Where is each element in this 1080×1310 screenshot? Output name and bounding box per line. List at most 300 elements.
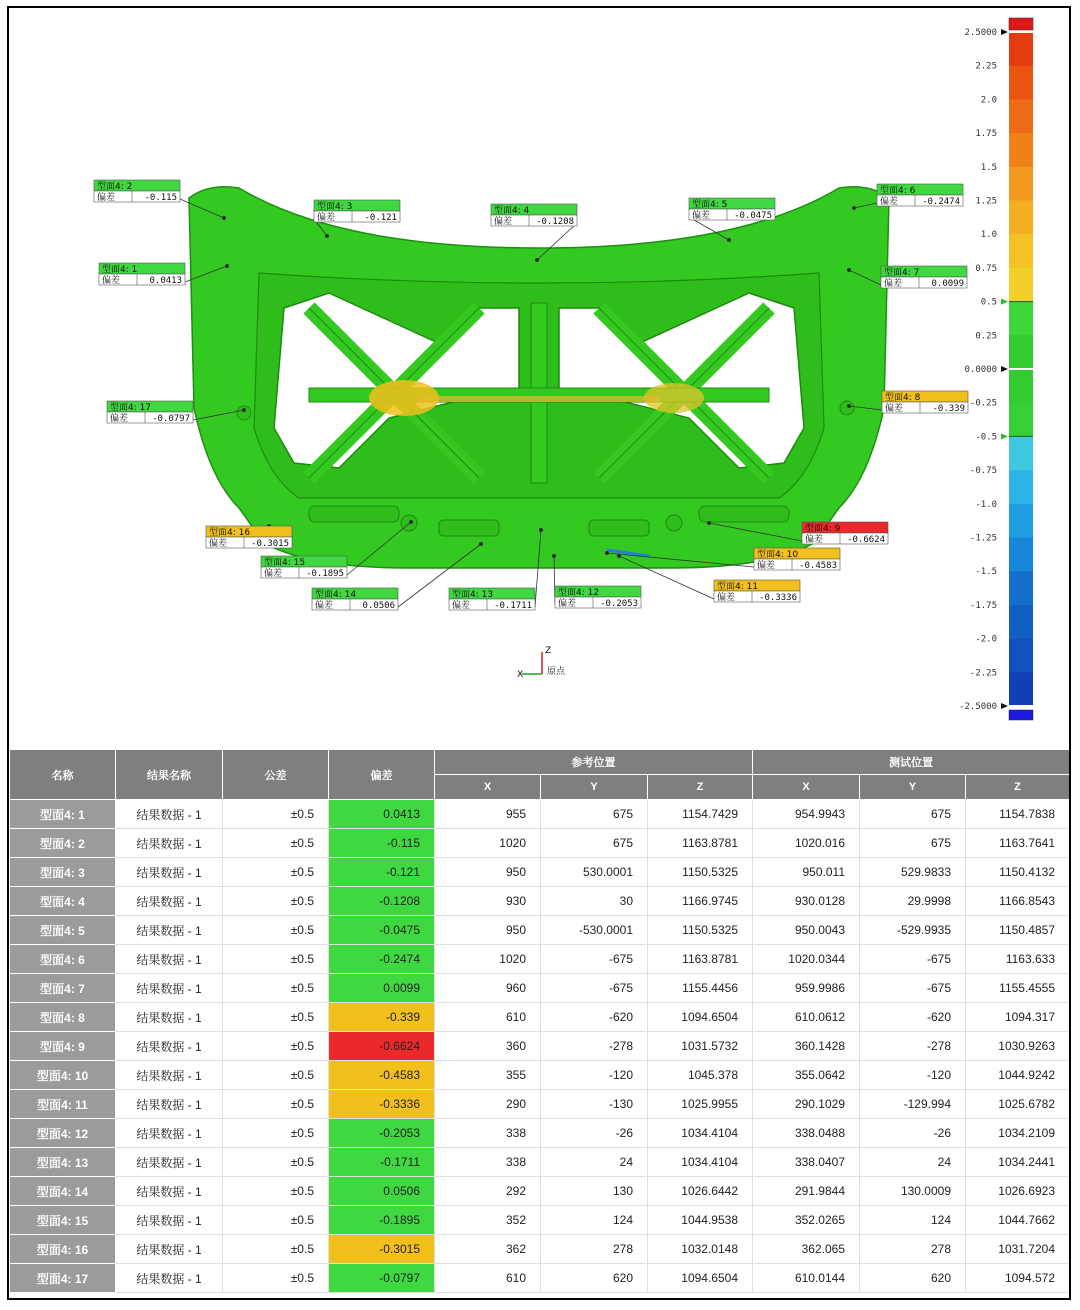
cell-mx: 950.0043 bbox=[753, 916, 860, 945]
callout-value: -0.3336 bbox=[759, 593, 797, 603]
table-row[interactable] bbox=[10, 887, 1070, 916]
leader-anchor bbox=[617, 554, 620, 557]
callout-value: -0.121 bbox=[364, 213, 397, 223]
cell-tol: ±0.5 bbox=[223, 1119, 329, 1148]
cell-name: 型面4: 7 bbox=[10, 974, 116, 1003]
cell-name: 型面4: 9 bbox=[10, 1032, 116, 1061]
cell-mx: 338.0407 bbox=[753, 1148, 860, 1177]
table-row[interactable] bbox=[10, 829, 1070, 858]
scale-band bbox=[1009, 335, 1033, 369]
results-table-body bbox=[10, 800, 1070, 1293]
cell-tol: ±0.5 bbox=[223, 1090, 329, 1119]
callout-label: 偏差 bbox=[884, 279, 903, 289]
ref-position-header: 参考位置 bbox=[435, 750, 753, 775]
callout-value: -0.6624 bbox=[847, 535, 885, 545]
callout-tag[interactable] bbox=[714, 580, 800, 603]
cell-result: 结果数据 - 1 bbox=[116, 887, 223, 916]
callout-title: 型面4: 15 bbox=[264, 558, 306, 568]
scale-band bbox=[1009, 605, 1033, 639]
scale-band bbox=[1009, 302, 1033, 336]
cell-mx: 352.0265 bbox=[753, 1206, 860, 1235]
cell-mz: 1166.8543 bbox=[966, 887, 1070, 916]
cell-rz: 1032.0148 bbox=[648, 1235, 753, 1264]
callout-title: 型面4: 10 bbox=[757, 550, 799, 560]
callout-tag[interactable] bbox=[107, 401, 193, 424]
leader-anchor bbox=[325, 234, 328, 237]
callout-title: 型面4: 5 bbox=[692, 200, 728, 210]
cell-rz: 1155.4456 bbox=[648, 974, 753, 1003]
cell-rz: 1044.9538 bbox=[648, 1206, 753, 1235]
cell-tol: ±0.5 bbox=[223, 1235, 329, 1264]
cell-mx: 1020.0344 bbox=[753, 945, 860, 974]
cell-rz: 1163.8781 bbox=[648, 829, 753, 858]
cell-result: 结果数据 - 1 bbox=[116, 1032, 223, 1061]
cell-dev: -0.121 bbox=[329, 858, 435, 887]
scale-band bbox=[1009, 369, 1033, 403]
cell-rz: 1154.7429 bbox=[648, 800, 753, 829]
callout-title: 型面4: 2 bbox=[97, 182, 133, 192]
cell-rz: 1163.8781 bbox=[648, 945, 753, 974]
cell-name: 型面4: 11 bbox=[10, 1090, 116, 1119]
table-row[interactable] bbox=[10, 1090, 1070, 1119]
cell-name: 型面4: 5 bbox=[10, 916, 116, 945]
scale-overrange bbox=[1009, 18, 1033, 30]
cell-result: 结果数据 - 1 bbox=[116, 1177, 223, 1206]
scale-marker bbox=[1001, 433, 1008, 439]
cell-ry: 620 bbox=[541, 1264, 648, 1293]
cell-mz: 1034.2109 bbox=[966, 1119, 1070, 1148]
cell-result: 结果数据 - 1 bbox=[116, 974, 223, 1003]
cell-tol: ±0.5 bbox=[223, 1148, 329, 1177]
cell-result: 结果数据 - 1 bbox=[116, 1119, 223, 1148]
part-model bbox=[189, 187, 889, 568]
cell-dev: -0.1711 bbox=[329, 1148, 435, 1177]
cell-rx: 1020 bbox=[435, 945, 541, 974]
callout-label: 偏差 bbox=[317, 213, 336, 223]
cell-rz: 1150.5325 bbox=[648, 858, 753, 887]
table-row[interactable] bbox=[10, 1177, 1070, 1206]
scale-label: 0.25 bbox=[975, 331, 997, 342]
leader-anchor bbox=[847, 268, 850, 271]
col-name-header: 名称 bbox=[10, 750, 116, 800]
cell-my: -26 bbox=[860, 1119, 966, 1148]
scale-label: 2.5000 bbox=[964, 28, 997, 38]
leader-anchor bbox=[242, 408, 245, 411]
cell-my: -620 bbox=[860, 1003, 966, 1032]
scale-label: 1.25 bbox=[975, 196, 997, 207]
cell-ry: -675 bbox=[541, 945, 648, 974]
cell-ry: 675 bbox=[541, 800, 648, 829]
callout-title: 型面4: 14 bbox=[315, 590, 357, 600]
scale-label: 2.0 bbox=[980, 95, 997, 106]
callout-tag[interactable] bbox=[491, 204, 577, 227]
meas-x-header: X bbox=[753, 775, 860, 800]
cell-name: 型面4: 1 bbox=[10, 800, 116, 829]
callout-value: -0.1895 bbox=[306, 569, 344, 579]
cell-mz: 1044.9242 bbox=[966, 1061, 1070, 1090]
ref-z-header: Z bbox=[648, 775, 753, 800]
cell-tol: ±0.5 bbox=[223, 858, 329, 887]
callout-value: -0.1208 bbox=[536, 217, 574, 227]
scale-label: -2.0 bbox=[975, 634, 997, 645]
callout-label: 偏差 bbox=[494, 217, 513, 227]
scale-band bbox=[1009, 504, 1033, 538]
cell-rx: 955 bbox=[435, 800, 541, 829]
scale-label: -1.0 bbox=[975, 499, 997, 510]
cell-dev: -0.115 bbox=[329, 829, 435, 858]
cell-mz: 1094.572 bbox=[966, 1264, 1070, 1293]
cell-tol: ±0.5 bbox=[223, 974, 329, 1003]
cell-mz: 1030.9263 bbox=[966, 1032, 1070, 1061]
scale-band bbox=[1009, 32, 1033, 66]
callout-tag[interactable] bbox=[802, 522, 888, 545]
scale-label: -0.75 bbox=[969, 466, 997, 477]
cell-name: 型面4: 17 bbox=[10, 1264, 116, 1293]
cell-ry: -26 bbox=[541, 1119, 648, 1148]
cell-rz: 1045.378 bbox=[648, 1061, 753, 1090]
table-row[interactable] bbox=[10, 800, 1070, 829]
results-table bbox=[9, 749, 1070, 1293]
callout-tag[interactable] bbox=[882, 391, 968, 414]
cell-rx: 610 bbox=[435, 1264, 541, 1293]
cell-my: 124 bbox=[860, 1206, 966, 1235]
callout-tag[interactable] bbox=[754, 548, 840, 571]
table-row[interactable] bbox=[10, 916, 1070, 945]
cell-my: -129.994 bbox=[860, 1090, 966, 1119]
leader-anchor bbox=[852, 206, 855, 209]
col-deviation-header: 偏差 bbox=[329, 750, 435, 800]
leader-anchor bbox=[605, 551, 608, 554]
cell-mz: 1154.7838 bbox=[966, 800, 1070, 829]
cell-tol: ±0.5 bbox=[223, 1032, 329, 1061]
leader-anchor bbox=[535, 258, 538, 261]
callout-value: 0.0506 bbox=[362, 601, 395, 611]
cell-ry: -530.0001 bbox=[541, 916, 648, 945]
cell-mz: 1163.7641 bbox=[966, 829, 1070, 858]
callout-label: 偏差 bbox=[880, 197, 899, 207]
cell-name: 型面4: 14 bbox=[10, 1177, 116, 1206]
callout-label: 偏差 bbox=[717, 593, 736, 603]
cell-mx: 930.0128 bbox=[753, 887, 860, 916]
callout-label: 偏差 bbox=[452, 601, 471, 611]
cell-ry: -120 bbox=[541, 1061, 648, 1090]
leader-anchor bbox=[847, 404, 850, 407]
callout-label: 偏差 bbox=[558, 599, 577, 609]
cell-dev: -0.4583 bbox=[329, 1061, 435, 1090]
color-map-svg bbox=[9, 8, 1069, 748]
cell-rx: 960 bbox=[435, 974, 541, 1003]
cell-rz: 1034.4104 bbox=[648, 1119, 753, 1148]
leader-anchor bbox=[225, 264, 228, 267]
callout-value: -0.3015 bbox=[251, 539, 289, 549]
table-row[interactable] bbox=[10, 1206, 1070, 1235]
callout-label: 偏差 bbox=[110, 414, 129, 424]
callout-value: -0.2053 bbox=[600, 599, 638, 609]
ref-y-header: Y bbox=[541, 775, 648, 800]
scale-band bbox=[1009, 167, 1033, 201]
scale-label: 1.5 bbox=[980, 162, 997, 173]
table-row[interactable] bbox=[10, 1003, 1070, 1032]
cell-ry: -278 bbox=[541, 1032, 648, 1061]
callout-title: 型面4: 1 bbox=[102, 265, 138, 275]
cell-name: 型面4: 3 bbox=[10, 858, 116, 887]
deviation-view bbox=[9, 8, 1069, 748]
cell-rx: 290 bbox=[435, 1090, 541, 1119]
color-scale bbox=[959, 18, 1033, 720]
cell-rx: 338 bbox=[435, 1119, 541, 1148]
cell-mz: 1150.4132 bbox=[966, 858, 1070, 887]
callout-tag[interactable] bbox=[689, 198, 775, 221]
callout-tag[interactable] bbox=[881, 266, 967, 289]
cell-mx: 338.0488 bbox=[753, 1119, 860, 1148]
callout-label: 偏差 bbox=[757, 561, 776, 571]
callout-tag[interactable] bbox=[94, 180, 180, 203]
axis-x-label: X bbox=[517, 670, 524, 680]
cell-tol: ±0.5 bbox=[223, 916, 329, 945]
cell-my: 278 bbox=[860, 1235, 966, 1264]
cell-rx: 950 bbox=[435, 916, 541, 945]
scale-marker bbox=[1001, 366, 1008, 372]
leader-anchor bbox=[479, 542, 482, 545]
table-row[interactable] bbox=[10, 1032, 1070, 1061]
scale-label: 1.75 bbox=[975, 129, 997, 140]
cell-ry: 675 bbox=[541, 829, 648, 858]
cell-rx: 338 bbox=[435, 1148, 541, 1177]
cell-mx: 954.9943 bbox=[753, 800, 860, 829]
cell-ry: 530.0001 bbox=[541, 858, 648, 887]
meas-position-header: 测试位置 bbox=[753, 750, 1070, 775]
cell-name: 型面4: 13 bbox=[10, 1148, 116, 1177]
cell-ry: -675 bbox=[541, 974, 648, 1003]
cell-dev: -0.0475 bbox=[329, 916, 435, 945]
cell-rx: 360 bbox=[435, 1032, 541, 1061]
table-row[interactable] bbox=[10, 858, 1070, 887]
callout-value: -0.0797 bbox=[152, 414, 190, 424]
cell-my: 529.9833 bbox=[860, 858, 966, 887]
cell-rx: 930 bbox=[435, 887, 541, 916]
callout-label: 偏差 bbox=[315, 601, 334, 611]
cell-rz: 1166.9745 bbox=[648, 887, 753, 916]
scale-label: 0.5 bbox=[980, 297, 997, 308]
cell-tol: ±0.5 bbox=[223, 1264, 329, 1293]
cell-rz: 1094.6504 bbox=[648, 1003, 753, 1032]
cell-tol: ±0.5 bbox=[223, 1061, 329, 1090]
cell-my: 620 bbox=[860, 1264, 966, 1293]
table-row[interactable] bbox=[10, 1148, 1070, 1177]
cell-result: 结果数据 - 1 bbox=[116, 1264, 223, 1293]
scale-label: 2.25 bbox=[975, 61, 997, 72]
cell-result: 结果数据 - 1 bbox=[116, 1206, 223, 1235]
cell-rz: 1034.4104 bbox=[648, 1148, 753, 1177]
cell-rx: 610 bbox=[435, 1003, 541, 1032]
cell-my: 675 bbox=[860, 800, 966, 829]
callout-title: 型面4: 11 bbox=[717, 582, 759, 592]
scale-label: -1.25 bbox=[969, 533, 997, 544]
cell-tol: ±0.5 bbox=[223, 829, 329, 858]
callout-value: 0.0099 bbox=[931, 279, 964, 289]
leader-anchor bbox=[727, 238, 730, 241]
callout-value: -0.4583 bbox=[799, 561, 837, 571]
cell-mz: 1150.4857 bbox=[966, 916, 1070, 945]
table-row[interactable] bbox=[10, 1061, 1070, 1090]
cell-name: 型面4: 4 bbox=[10, 887, 116, 916]
leader-anchor bbox=[539, 528, 542, 531]
cell-dev: -0.2053 bbox=[329, 1119, 435, 1148]
callout-label: 偏差 bbox=[264, 569, 283, 579]
cell-mz: 1031.7204 bbox=[966, 1235, 1070, 1264]
axis-triad bbox=[517, 646, 566, 680]
cell-mx: 360.1428 bbox=[753, 1032, 860, 1061]
scale-label: -2.25 bbox=[969, 668, 997, 679]
cell-ry: 130 bbox=[541, 1177, 648, 1206]
cell-rz: 1150.5325 bbox=[648, 916, 753, 945]
callout-title: 型面4: 13 bbox=[452, 590, 494, 600]
scale-underrange bbox=[1009, 710, 1033, 720]
cell-name: 型面4: 15 bbox=[10, 1206, 116, 1235]
cell-mz: 1044.7662 bbox=[966, 1206, 1070, 1235]
callout-value: -0.115 bbox=[144, 193, 177, 203]
scale-band bbox=[1009, 66, 1033, 100]
ref-x-header: X bbox=[435, 775, 541, 800]
cell-my: -278 bbox=[860, 1032, 966, 1061]
report-frame bbox=[7, 6, 1071, 1300]
cell-mz: 1094.317 bbox=[966, 1003, 1070, 1032]
cell-tol: ±0.5 bbox=[223, 1177, 329, 1206]
cell-mx: 291.9844 bbox=[753, 1177, 860, 1206]
cell-mx: 610.0612 bbox=[753, 1003, 860, 1032]
leader-anchor bbox=[552, 554, 555, 557]
callout-title: 型面4: 8 bbox=[885, 393, 921, 403]
cell-rx: 950 bbox=[435, 858, 541, 887]
leader-anchor bbox=[222, 216, 225, 219]
cell-name: 型面4: 2 bbox=[10, 829, 116, 858]
scale-marker bbox=[1001, 703, 1008, 709]
table-row[interactable] bbox=[10, 945, 1070, 974]
table-row[interactable] bbox=[10, 1264, 1070, 1293]
cell-mz: 1026.6923 bbox=[966, 1177, 1070, 1206]
callout-title: 型面4: 17 bbox=[110, 403, 152, 413]
callout-value: -0.339 bbox=[932, 404, 965, 414]
cell-tol: ±0.5 bbox=[223, 1206, 329, 1235]
cell-dev: -0.2474 bbox=[329, 945, 435, 974]
callout-value: 0.0413 bbox=[149, 276, 182, 286]
table-row[interactable] bbox=[10, 974, 1070, 1003]
axis-z-label: Z bbox=[545, 646, 552, 656]
cell-rx: 355 bbox=[435, 1061, 541, 1090]
scale-band bbox=[1009, 571, 1033, 605]
scale-label: 1.0 bbox=[980, 230, 997, 241]
callout-tag[interactable] bbox=[314, 200, 400, 223]
cell-result: 结果数据 - 1 bbox=[116, 1061, 223, 1090]
cell-result: 结果数据 - 1 bbox=[116, 916, 223, 945]
cell-name: 型面4: 8 bbox=[10, 1003, 116, 1032]
callout-value: -0.2474 bbox=[922, 197, 960, 207]
cell-ry: 124 bbox=[541, 1206, 648, 1235]
cell-tol: ±0.5 bbox=[223, 800, 329, 829]
cell-mx: 290.1029 bbox=[753, 1090, 860, 1119]
callout-value: -0.0475 bbox=[734, 211, 772, 221]
callout-tag[interactable] bbox=[555, 586, 641, 609]
callout-label: 偏差 bbox=[805, 535, 824, 545]
callout-tag[interactable] bbox=[877, 184, 963, 207]
origin-label: 原点 bbox=[547, 667, 566, 677]
callout-title: 型面4: 7 bbox=[884, 268, 920, 278]
cell-dev: -0.1208 bbox=[329, 887, 435, 916]
callout-tag[interactable] bbox=[206, 526, 292, 549]
cell-mx: 959.9986 bbox=[753, 974, 860, 1003]
cell-dev: -0.6624 bbox=[329, 1032, 435, 1061]
scale-band bbox=[1009, 436, 1033, 470]
cell-dev: 0.0099 bbox=[329, 974, 435, 1003]
scale-marker bbox=[1001, 29, 1008, 35]
callout-label: 偏差 bbox=[885, 404, 904, 414]
leader-anchor bbox=[707, 521, 710, 524]
table-row[interactable] bbox=[10, 1119, 1070, 1148]
cell-name: 型面4: 6 bbox=[10, 945, 116, 974]
callout-value: -0.1711 bbox=[494, 601, 532, 611]
table-row[interactable] bbox=[10, 1235, 1070, 1264]
cell-mx: 362.065 bbox=[753, 1235, 860, 1264]
scale-band bbox=[1009, 234, 1033, 268]
cell-rz: 1094.6504 bbox=[648, 1264, 753, 1293]
scale-band bbox=[1009, 403, 1033, 437]
cell-mz: 1155.4555 bbox=[966, 974, 1070, 1003]
callout-tag[interactable] bbox=[449, 588, 535, 611]
cell-mx: 355.0642 bbox=[753, 1061, 860, 1090]
callout-title: 型面4: 6 bbox=[880, 186, 916, 196]
callout-label: 偏差 bbox=[97, 193, 116, 203]
cell-ry: 278 bbox=[541, 1235, 648, 1264]
cell-rz: 1025.9955 bbox=[648, 1090, 753, 1119]
callout-tag[interactable] bbox=[99, 263, 185, 286]
scale-label: -1.5 bbox=[975, 567, 997, 578]
callout-tag[interactable] bbox=[261, 556, 347, 579]
cell-result: 结果数据 - 1 bbox=[116, 800, 223, 829]
scale-band bbox=[1009, 268, 1033, 302]
meas-z-header: Z bbox=[966, 775, 1070, 800]
leader-anchor bbox=[409, 520, 412, 523]
cell-mx: 950.011 bbox=[753, 858, 860, 887]
cell-result: 结果数据 - 1 bbox=[116, 1090, 223, 1119]
cell-rz: 1031.5732 bbox=[648, 1032, 753, 1061]
cell-dev: -0.3336 bbox=[329, 1090, 435, 1119]
cell-my: -120 bbox=[860, 1061, 966, 1090]
cell-tol: ±0.5 bbox=[223, 1003, 329, 1032]
cell-dev: -0.0797 bbox=[329, 1264, 435, 1293]
callout-tag[interactable] bbox=[312, 588, 398, 611]
callout-title: 型面4: 9 bbox=[805, 524, 841, 534]
cell-ry: -130 bbox=[541, 1090, 648, 1119]
scale-band bbox=[1009, 133, 1033, 167]
cell-name: 型面4: 16 bbox=[10, 1235, 116, 1264]
cell-mz: 1034.2441 bbox=[966, 1148, 1070, 1177]
cell-result: 结果数据 - 1 bbox=[116, 1003, 223, 1032]
cell-name: 型面4: 10 bbox=[10, 1061, 116, 1090]
scale-marker bbox=[1001, 299, 1008, 305]
cell-dev: 0.0506 bbox=[329, 1177, 435, 1206]
cell-result: 结果数据 - 1 bbox=[116, 858, 223, 887]
cell-rx: 1020 bbox=[435, 829, 541, 858]
scale-label: -0.5 bbox=[975, 432, 997, 443]
cell-my: -675 bbox=[860, 945, 966, 974]
cell-result: 结果数据 - 1 bbox=[116, 1148, 223, 1177]
scale-band bbox=[1009, 201, 1033, 235]
cell-mz: 1025.6782 bbox=[966, 1090, 1070, 1119]
cell-ry: 24 bbox=[541, 1148, 648, 1177]
cell-rx: 352 bbox=[435, 1206, 541, 1235]
cell-rx: 292 bbox=[435, 1177, 541, 1206]
scale-label: 0.0000 bbox=[964, 365, 997, 375]
